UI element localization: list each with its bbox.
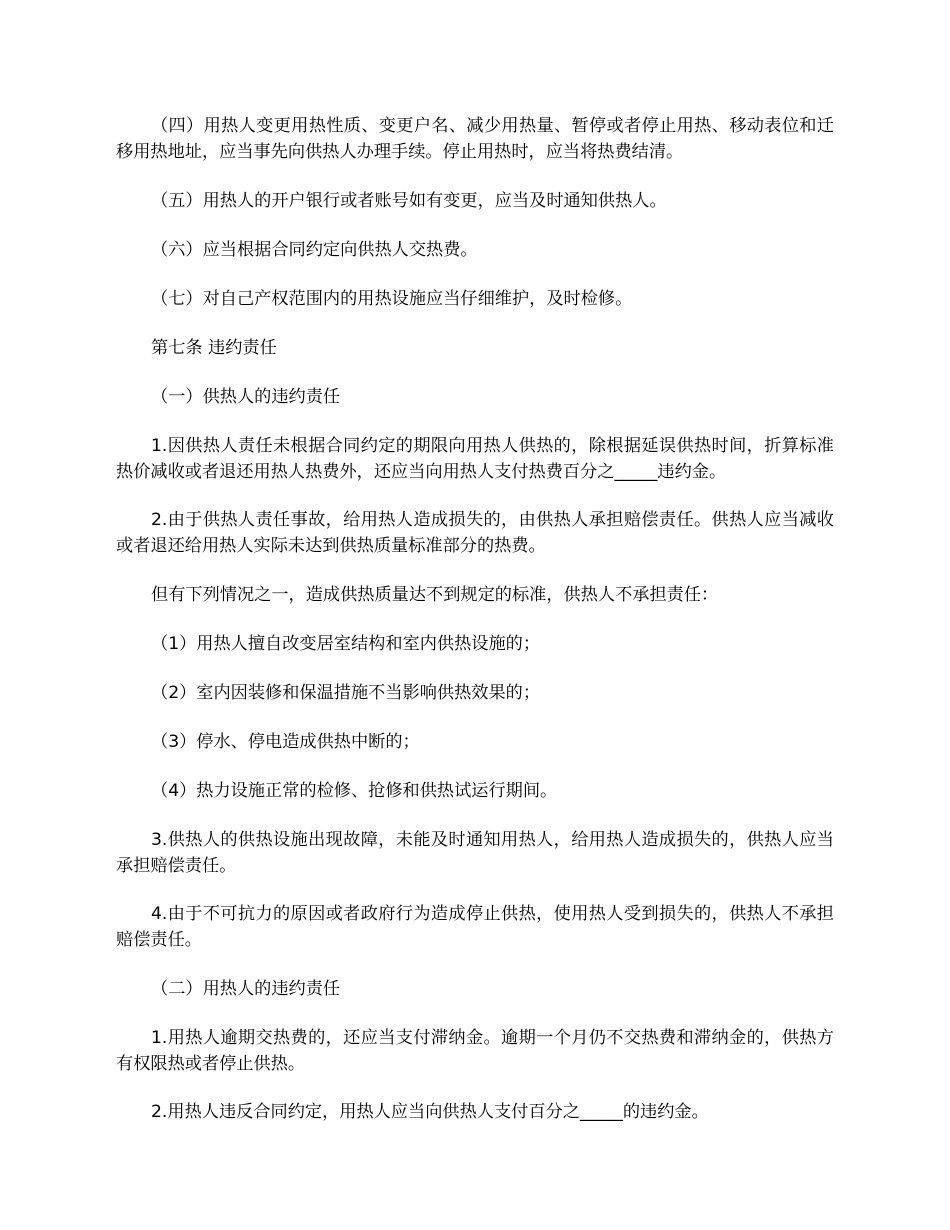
paragraph-supplier-facility-fault: 3.供热人的供热设施出现故障，未能及时通知用热人，给用热人造成损失的，供热人应当承担赔偿责任。 [116,829,834,876]
paragraph-supplier-accident-liability: 2.由于供热人责任事故，给用热人造成损失的，由供热人承担赔偿责任。供热人应当减收或者退还给用热人实际未达到供热质量标准部分的热费。 [116,510,834,556]
exemption-item-3: （3）停水、停电造成供热中断的； [151,731,420,752]
exemption-item-4: （4）热力设施正常的检修、抢修和供热试运行期间。 [151,780,558,801]
paragraph-user-late-payment: 1.用热人逾期交热费的，还应当支付滞纳金。逾期一个月仍不交热费和滞纳金的，供热方有权限热或者停止供热。 [116,1027,834,1074]
section-user-liability-heading: （二）用热人的违约责任 [151,978,341,999]
exemption-item-2: （2）室内因装修和保温措施不当影响供热效果的； [151,682,541,703]
paragraph-user-breach-penalty: 2.用热人违反合同约定，用热人应当向供热人支付百分之_____的违约金。 [151,1102,709,1122]
article-seven-heading: 第七条 违约责任 [151,337,277,358]
paragraph-user-change-procedure: （四）用热人变更用热性质、变更户名、减少用热量、暂停或者停止用热、移动表位和迁移用热地址，应当事先向供热人办理手续。停止用热时，应当将热费结清。 [116,116,834,162]
paragraph-pay-heating-fee: （六）应当根据合同约定向供热人交热费。 [151,239,478,260]
exemption-item-1: （1）用热人擅自改变居室结构和室内供热设施的； [151,633,541,654]
paragraph-facility-maintenance: （七）对自己产权范围内的用热设施应当仔细维护，及时检修。 [151,288,633,309]
paragraph-bank-account-change: （五）用热人的开户银行或者账号如有变更，应当及时通知供热人。 [151,190,667,211]
paragraph-exemption-intro: 但有下列情况之一，造成供热质量达不到规定的标准，供热人不承担责任： [151,584,719,605]
paragraph-force-majeure: 4.由于不可抗力的原因或者政府行为造成停止供热，使用热人受到损失的，供热人不承担赔偿责任。 [116,904,834,950]
section-supplier-liability-heading: （一）供热人的违约责任 [151,386,341,407]
paragraph-supplier-delay-penalty: 1.因供热人责任未根据合同约定的期限向用热人供热的，除根据延误供热时间，折算标准热价减收或者退还用热人热费外，还应当向用热人支付热费百分之_____违约金。 [116,435,834,482]
